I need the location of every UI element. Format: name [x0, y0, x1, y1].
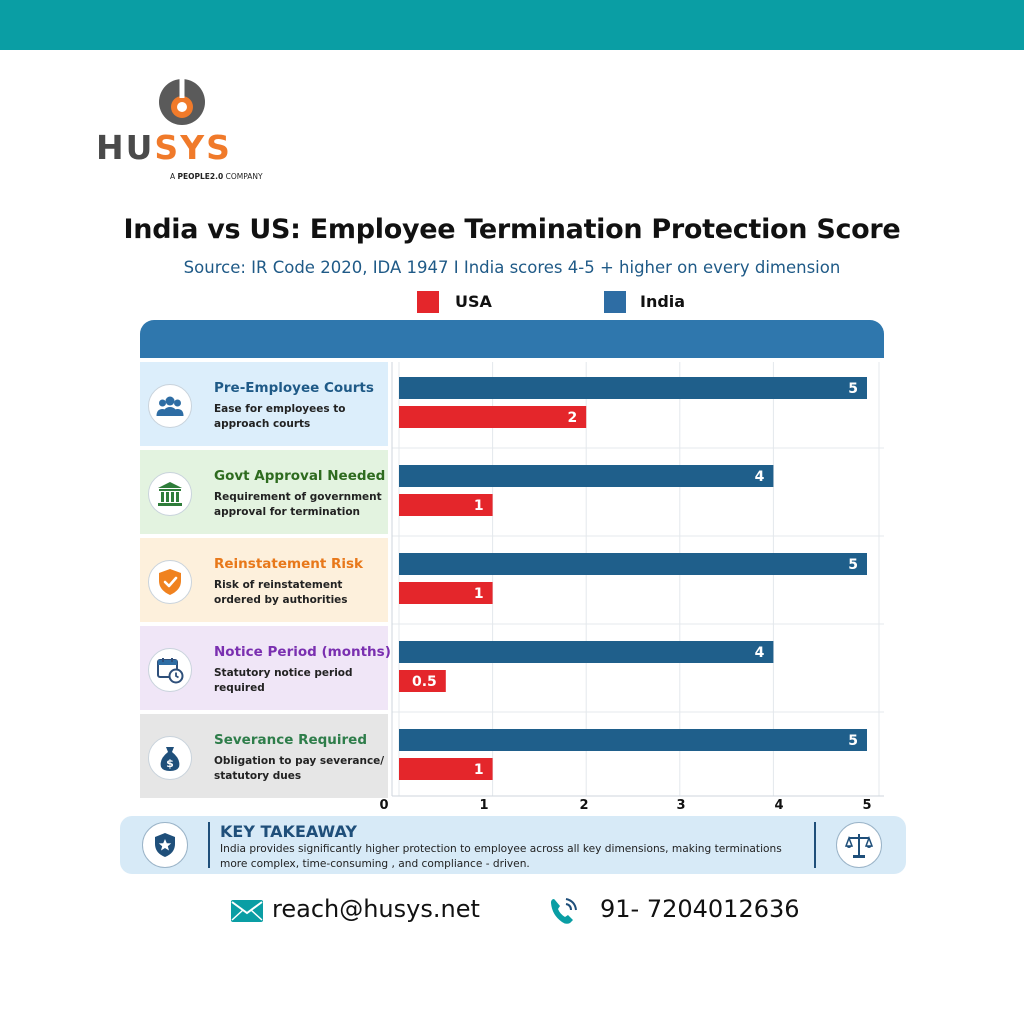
- bar-usa: [399, 406, 586, 428]
- chart-subtitle: Source: IR Code 2020, IDA 1947 I India scores 4-5 + higher on every dimension: [183, 258, 841, 277]
- bar-label-usa: 2: [567, 410, 578, 426]
- x-tick-label: 1: [479, 798, 489, 813]
- tagline-post: COMPANY: [225, 172, 263, 181]
- category-description: Statutory notice period required: [214, 667, 353, 694]
- bar-label-india: 4: [754, 645, 765, 661]
- takeaway-divider-right: [814, 822, 816, 868]
- svg-text:$: $: [166, 757, 174, 770]
- scales-icon: [836, 822, 882, 868]
- category-title: Govt Approval Needed: [214, 468, 386, 484]
- bar-india: [399, 729, 867, 751]
- category-title: Reinstatement Risk: [214, 556, 364, 572]
- bar-label-india: 5: [848, 557, 858, 573]
- brand-name-part2: SYS: [154, 128, 232, 167]
- category-description: Ease for employees to approach courts: [214, 403, 346, 430]
- x-tick-label: 2: [579, 798, 589, 813]
- x-tick-label: 5: [862, 798, 872, 813]
- brand-name-part1: HU: [96, 128, 155, 167]
- category-title: Pre-Employee Courts: [214, 380, 374, 396]
- legend-label-usa: USA: [455, 292, 492, 311]
- shield-star-icon: [142, 822, 188, 868]
- bar-label-india: 5: [848, 733, 858, 749]
- takeaway-title: KEY TAKEAWAY: [220, 822, 357, 841]
- chart-title: India vs US: Employee Termination Protection Score: [123, 214, 901, 245]
- contact-email[interactable]: reach@husys.net: [272, 895, 480, 923]
- bar-label-usa: 1: [473, 498, 484, 514]
- x-tick-label: 3: [676, 798, 686, 813]
- bar-label-india: 4: [754, 469, 765, 485]
- takeaway-text: India provides significantly higher protection to employee across all key dimensions, making terminations more complex, time-consuming , and compliance - driven.: [220, 843, 782, 870]
- x-tick-label: 4: [774, 798, 784, 813]
- contact-phone[interactable]: 91- 7204012636: [600, 895, 800, 923]
- bar-india: [399, 465, 773, 487]
- tagline-brand: PEOPLE2.0: [177, 172, 224, 181]
- x-tick-label: 0: [379, 798, 389, 813]
- mail-icon: [230, 898, 264, 928]
- category-description: Risk of reinstatement ordered by authorities: [214, 579, 348, 606]
- bar-label-usa: 1: [473, 762, 484, 778]
- tagline-pre: A: [170, 172, 176, 181]
- takeaway-divider-left: [208, 822, 210, 868]
- bar-label-usa: 0.5: [411, 674, 437, 690]
- category-description: Obligation to pay severance/ statutory dues: [214, 755, 385, 782]
- bar-india: [399, 377, 867, 399]
- bar-india: [399, 641, 773, 663]
- bar-india: [399, 553, 867, 575]
- bar-label-india: 5: [848, 381, 858, 397]
- legend-label-india: India: [640, 292, 686, 311]
- category-title: Severance Required: [214, 732, 368, 748]
- category-description: Requirement of government approval for termination: [214, 491, 382, 518]
- phone-icon: [548, 895, 580, 931]
- bar-label-usa: 1: [473, 586, 484, 602]
- category-title: Notice Period (months): [214, 644, 391, 660]
